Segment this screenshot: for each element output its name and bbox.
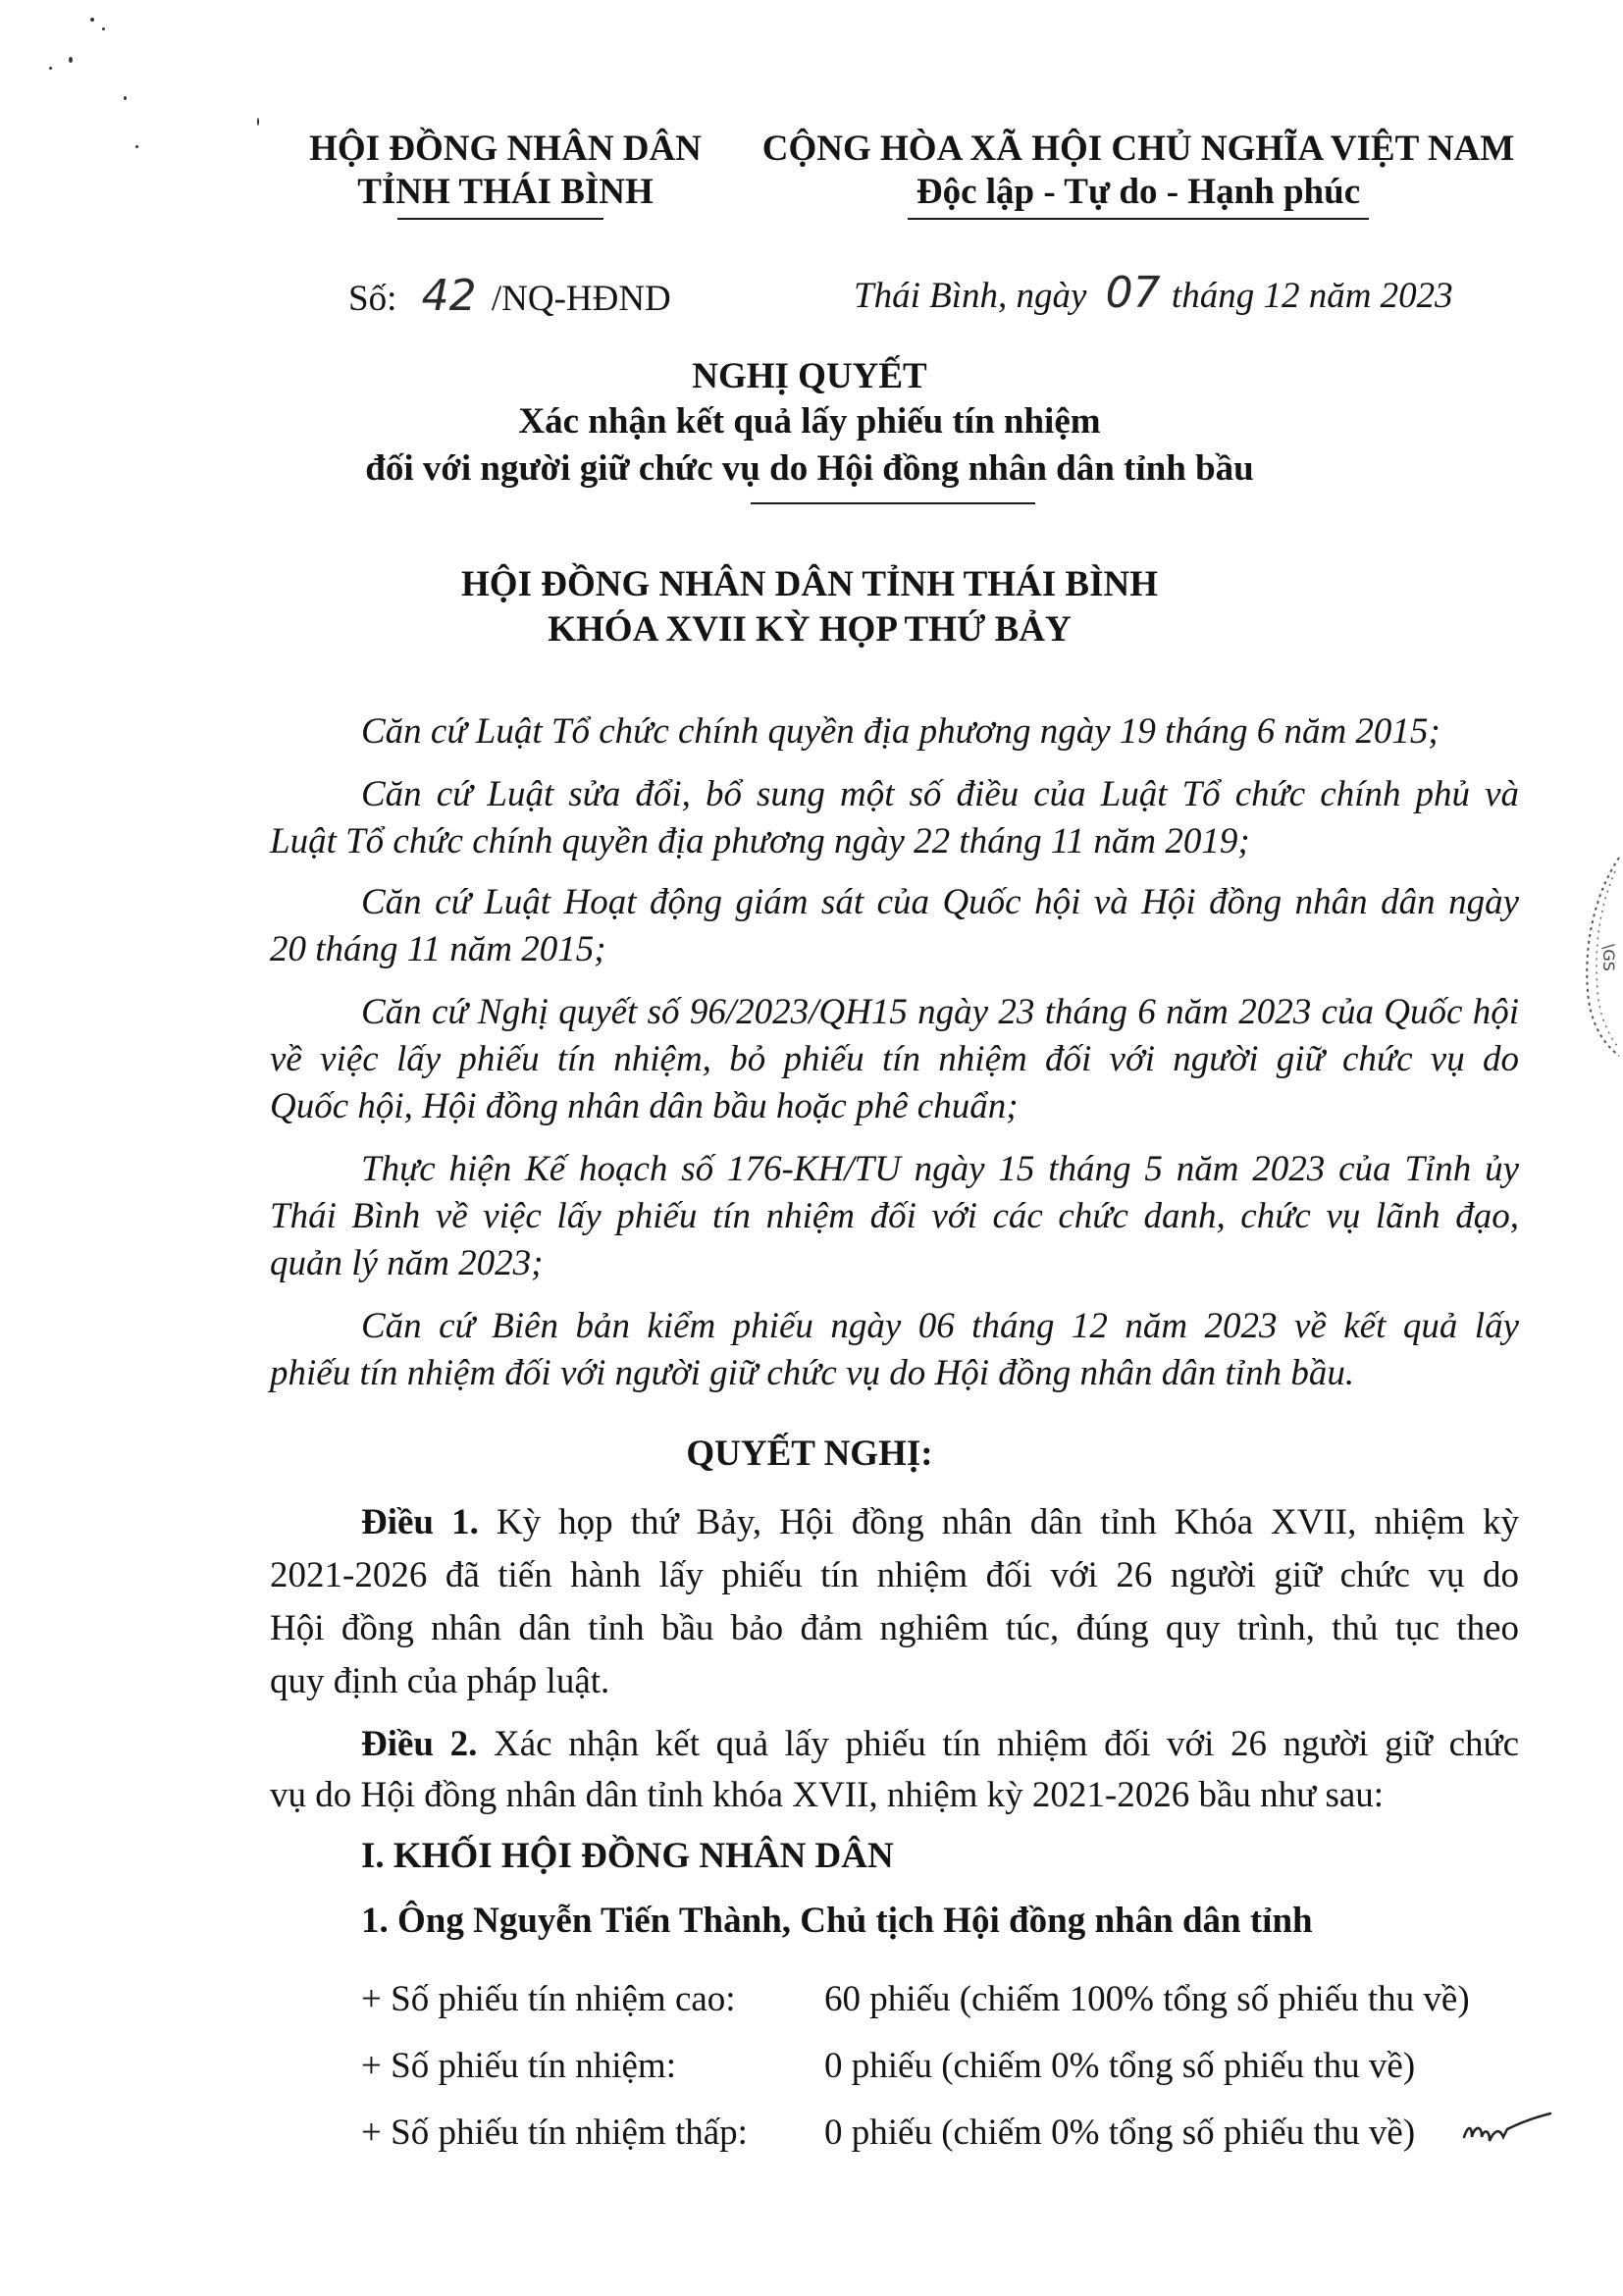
article-1-line1 [361, 1501, 1519, 1543]
vote-value-high: 60 phiếu (chiếm 100% tổng số phiếu thu về) [824, 1979, 1470, 2019]
document-type: NGHỊ QUYẾT [692, 356, 927, 396]
preamble-6-line2: phiếu tín nhiệm đối với người giữ chức vụ do Hội đồng nhân dân tỉnh bầu. [270, 1353, 1355, 1393]
scan-speck [69, 57, 73, 63]
svg-text:\GS: \GS [1599, 944, 1618, 971]
date-line [854, 270, 1453, 320]
section-1-heading: I. KHỐI HỘI ĐỒNG NHÂN DÂN [361, 1836, 894, 1876]
preamble-4-line1: Căn cứ Nghị quyết số 96/2023/QH15 ngày 23 tháng 6 năm 2023 của Quốc hội [361, 992, 1519, 1032]
preamble-6-line1: Căn cứ Biên bản kiểm phiếu ngày 06 tháng 12 năm 2023 về kết quả lấy [361, 1306, 1519, 1346]
preamble-4-line2: về việc lấy phiếu tín nhiệm, bỏ phiếu tín nhiệm đối với người giữ chức vụ do [270, 1039, 1519, 1079]
article-1-line2: 2021-2026 đã tiến hành lấy phiếu tín nhiệm đối với 26 người giữ chức vụ do [270, 1555, 1519, 1595]
handwritten-day: 07 [1105, 268, 1161, 318]
preamble-5-line2: Thái Bình về việc lấy phiếu tín nhiệm đối với các chức danh, chức vụ lãnh đạo, [270, 1196, 1519, 1236]
vote-label-low: + Số phiếu tín nhiệm thấp: [361, 2113, 748, 2153]
document-subject-line2: đối với người giữ chức vụ do Hội đồng nhân dân tỉnh bầu [365, 448, 1254, 489]
scan-speck [124, 96, 127, 100]
date-prefix: Thái Bình, ngày [854, 276, 1087, 316]
document-number-suffix: /NQ-HĐND [491, 279, 671, 319]
national-motto: Độc lập - Tự do - Hạnh phúc [916, 172, 1361, 212]
scan-speck [90, 18, 94, 22]
issuing-body-province: TỈNH THÁI BÌNH [357, 172, 654, 212]
initials-signature-mark [1460, 2108, 1553, 2155]
seal-stamp-edge [1566, 854, 1621, 1060]
vote-label-medium: + Số phiếu tín nhiệm: [361, 2046, 676, 2086]
preamble-5-line1: Thực hiện Kế hoạch số 176-KH/TU ngày 15 tháng 5 năm 2023 của Tỉnh ủy [361, 1149, 1519, 1189]
header-right-underline [908, 218, 1369, 220]
issuer-name: HỘI ĐỒNG NHÂN DÂN TỈNH THÁI BÌNH [461, 564, 1158, 604]
national-title: CỘNG HÒA XÃ HỘI CHỦ NGHĨA VIỆT NAM [761, 129, 1515, 169]
article-1-line4: quy định của pháp luật. [270, 1661, 610, 1701]
issuer-session: KHÓA XVII KỲ HỌP THỨ BẢY [548, 609, 1072, 650]
person-1-heading: 1. Ông Nguyễn Tiến Thành, Chủ tịch Hội đồng nhân dân tỉnh [361, 1901, 1313, 1941]
preamble-3-line1: Căn cứ Luật Hoạt động giám sát của Quốc hội và Hội đồng nhân dân ngày [361, 882, 1519, 922]
vote-value-medium: 0 phiếu (chiếm 0% tổng số phiếu thu về) [824, 2046, 1416, 2086]
decision-heading: QUYẾT NGHỊ: [686, 1434, 933, 1474]
article-1-text: Kỳ họp thứ Bảy, Hội đồng nhân dân tỉnh Khóa XVII, nhiệm kỳ [496, 1502, 1519, 1542]
header-left-underline [397, 218, 603, 220]
vote-label-high: + Số phiếu tín nhiệm cao: [361, 1979, 736, 2019]
handwritten-number: 42 [421, 271, 477, 321]
date-suffix: tháng 12 năm 2023 [1171, 276, 1453, 316]
article-1-label: Điều 1. [361, 1502, 479, 1542]
preamble-2-line2: Luật Tổ chức chính quyền địa phương ngày 22 tháng 11 năm 2019; [270, 821, 1250, 861]
preamble-1-line1: Căn cứ Luật Tổ chức chính quyền địa phương ngày 19 tháng 6 năm 2015; [361, 711, 1440, 752]
scan-speck [257, 118, 259, 126]
article-2-line1 [361, 1723, 1519, 1765]
vote-value-low: 0 phiếu (chiếm 0% tổng số phiếu thu về) [824, 2113, 1416, 2153]
document-number-prefix: Số: [348, 279, 397, 319]
preamble-3-line2: 20 tháng 11 năm 2015; [270, 929, 606, 969]
scan-speck [135, 145, 138, 148]
document-number [348, 273, 671, 323]
preamble-2-line1: Căn cứ Luật sửa đổi, bổ sung một số điều của Luật Tổ chức chính phủ và [361, 774, 1519, 814]
document-subject-line1: Xác nhận kết quả lấy phiếu tín nhiệm [518, 401, 1101, 442]
title-underline [751, 502, 1035, 504]
preamble-5-line3: quản lý năm 2023; [270, 1243, 544, 1283]
article-1-line3: Hội đồng nhân dân tỉnh bầu bảo đảm nghiêm túc, đúng quy trình, thủ tục theo [270, 1608, 1519, 1648]
article-2-line2: vụ do Hội đồng nhân dân tỉnh khóa XVII, nhiệm kỳ 2021-2026 bầu như sau: [270, 1775, 1385, 1815]
issuing-body-name: HỘI ĐỒNG NHÂN DÂN [309, 129, 702, 169]
scan-speck [49, 67, 52, 70]
article-2-label: Điều 2. [361, 1724, 478, 1764]
scan-speck [102, 27, 105, 30]
preamble-4-line3: Quốc hội, Hội đồng nhân dân bầu hoặc phê chuẩn; [270, 1086, 1019, 1126]
article-2-text: Xác nhận kết quả lấy phiếu tín nhiệm đối với 26 người giữ chức [494, 1724, 1520, 1764]
